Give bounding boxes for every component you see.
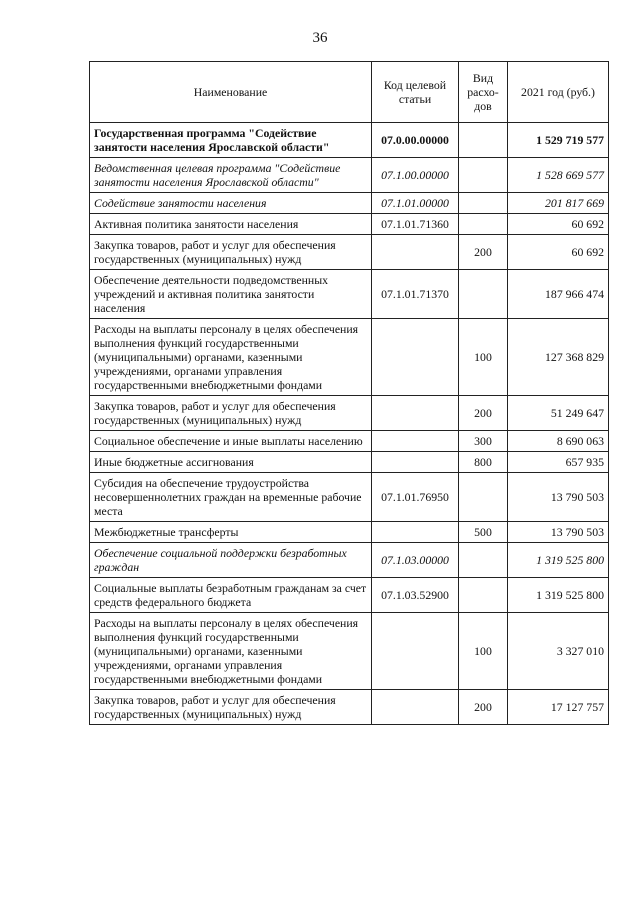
table-row	[90, 452, 609, 473]
row-type	[459, 193, 508, 214]
table-row	[90, 473, 609, 522]
row-amount: 127 368 829	[508, 319, 609, 396]
row-code: 07.0.00.00000	[372, 123, 459, 158]
row-name: Закупка товаров, работ и услуг для обеспечения государственных (муниципальных) нужд	[90, 690, 372, 725]
row-code	[372, 319, 459, 396]
row-code	[372, 613, 459, 690]
row-name: Обеспечение деятельности подведомственных учреждений и активная политика занятости населения	[90, 270, 372, 319]
header-code: Код целевой статьи	[372, 62, 459, 123]
row-code: 07.1.01.00000	[372, 193, 459, 214]
row-code: 07.1.00.00000	[372, 158, 459, 193]
row-type: 200	[459, 396, 508, 431]
row-amount: 1 319 525 800	[508, 578, 609, 613]
row-amount: 1 319 525 800	[508, 543, 609, 578]
row-name: Закупка товаров, работ и услуг для обеспечения государственных (муниципальных) нужд	[90, 235, 372, 270]
table-row	[90, 123, 609, 158]
row-code: 07.1.01.71360	[372, 214, 459, 235]
table-row	[90, 319, 609, 396]
row-code: 07.1.03.52900	[372, 578, 459, 613]
row-code	[372, 235, 459, 270]
row-name: Расходы на выплаты персоналу в целях обеспечения выполнения функций государственными (муниципальными) органами, казенными учреждениями, органами управления государственными внебюджетными фондами	[90, 613, 372, 690]
row-amount: 201 817 669	[508, 193, 609, 214]
row-name: Расходы на выплаты персоналу в целях обеспечения выполнения функций государственными (муниципальными) органами, казенными учреждениями, органами управления государственными внебюджетными фондами	[90, 319, 372, 396]
row-type: 300	[459, 431, 508, 452]
row-name: Ведомственная целевая программа "Содействие занятости населения Ярославской области"	[90, 158, 372, 193]
table-row	[90, 543, 609, 578]
table-row	[90, 522, 609, 543]
table-body	[90, 123, 609, 725]
row-amount: 8 690 063	[508, 431, 609, 452]
table-row	[90, 270, 609, 319]
row-name: Государственная программа "Содействие занятости населения Ярославской области"	[90, 123, 372, 158]
row-amount: 3 327 010	[508, 613, 609, 690]
row-code: 07.1.01.76950	[372, 473, 459, 522]
row-type	[459, 543, 508, 578]
row-type: 200	[459, 235, 508, 270]
table-header-row	[90, 62, 609, 123]
table-row	[90, 578, 609, 613]
row-type: 500	[459, 522, 508, 543]
row-type: 800	[459, 452, 508, 473]
row-name: Межбюджетные трансферты	[90, 522, 372, 543]
table-row	[90, 214, 609, 235]
row-type	[459, 270, 508, 319]
page-number: 36	[312, 30, 328, 46]
budget-table	[89, 61, 609, 725]
row-amount: 17 127 757	[508, 690, 609, 725]
row-amount: 1 528 669 577	[508, 158, 609, 193]
row-code	[372, 452, 459, 473]
row-type	[459, 158, 508, 193]
table-row	[90, 431, 609, 452]
row-type: 100	[459, 319, 508, 396]
row-code	[372, 431, 459, 452]
row-amount: 60 692	[508, 214, 609, 235]
row-code	[372, 396, 459, 431]
row-name: Социальные выплаты безработным гражданам за счет средств федерального бюджета	[90, 578, 372, 613]
row-amount: 60 692	[508, 235, 609, 270]
row-code	[372, 522, 459, 543]
row-name: Обеспечение социальной поддержки безработных граждан	[90, 543, 372, 578]
row-amount: 13 790 503	[508, 473, 609, 522]
table-row	[90, 613, 609, 690]
row-amount: 1 529 719 577	[508, 123, 609, 158]
row-amount: 13 790 503	[508, 522, 609, 543]
header-amount: 2021 год (руб.)	[508, 62, 609, 123]
table-row	[90, 690, 609, 725]
row-name: Иные бюджетные ассигнования	[90, 452, 372, 473]
row-type: 200	[459, 690, 508, 725]
row-code	[372, 690, 459, 725]
row-amount: 187 966 474	[508, 270, 609, 319]
row-name: Закупка товаров, работ и услуг для обеспечения государственных (муниципальных) нужд	[90, 396, 372, 431]
row-name: Содействие занятости населения	[90, 193, 372, 214]
table-row	[90, 193, 609, 214]
row-name: Социальное обеспечение и иные выплаты населению	[90, 431, 372, 452]
header-name: Наименование	[90, 62, 372, 123]
row-type	[459, 578, 508, 613]
row-name: Субсидия на обеспечение трудоустройства несовершеннолетних граждан на временные рабочие места	[90, 473, 372, 522]
row-name: Активная политика занятости населения	[90, 214, 372, 235]
table-row	[90, 396, 609, 431]
row-type: 100	[459, 613, 508, 690]
row-amount: 657 935	[508, 452, 609, 473]
table-row	[90, 158, 609, 193]
row-amount: 51 249 647	[508, 396, 609, 431]
row-type	[459, 214, 508, 235]
header-type: Вид расхо-дов	[459, 62, 508, 123]
row-code: 07.1.01.71370	[372, 270, 459, 319]
row-code: 07.1.03.00000	[372, 543, 459, 578]
table-row	[90, 235, 609, 270]
row-type	[459, 123, 508, 158]
row-type	[459, 473, 508, 522]
